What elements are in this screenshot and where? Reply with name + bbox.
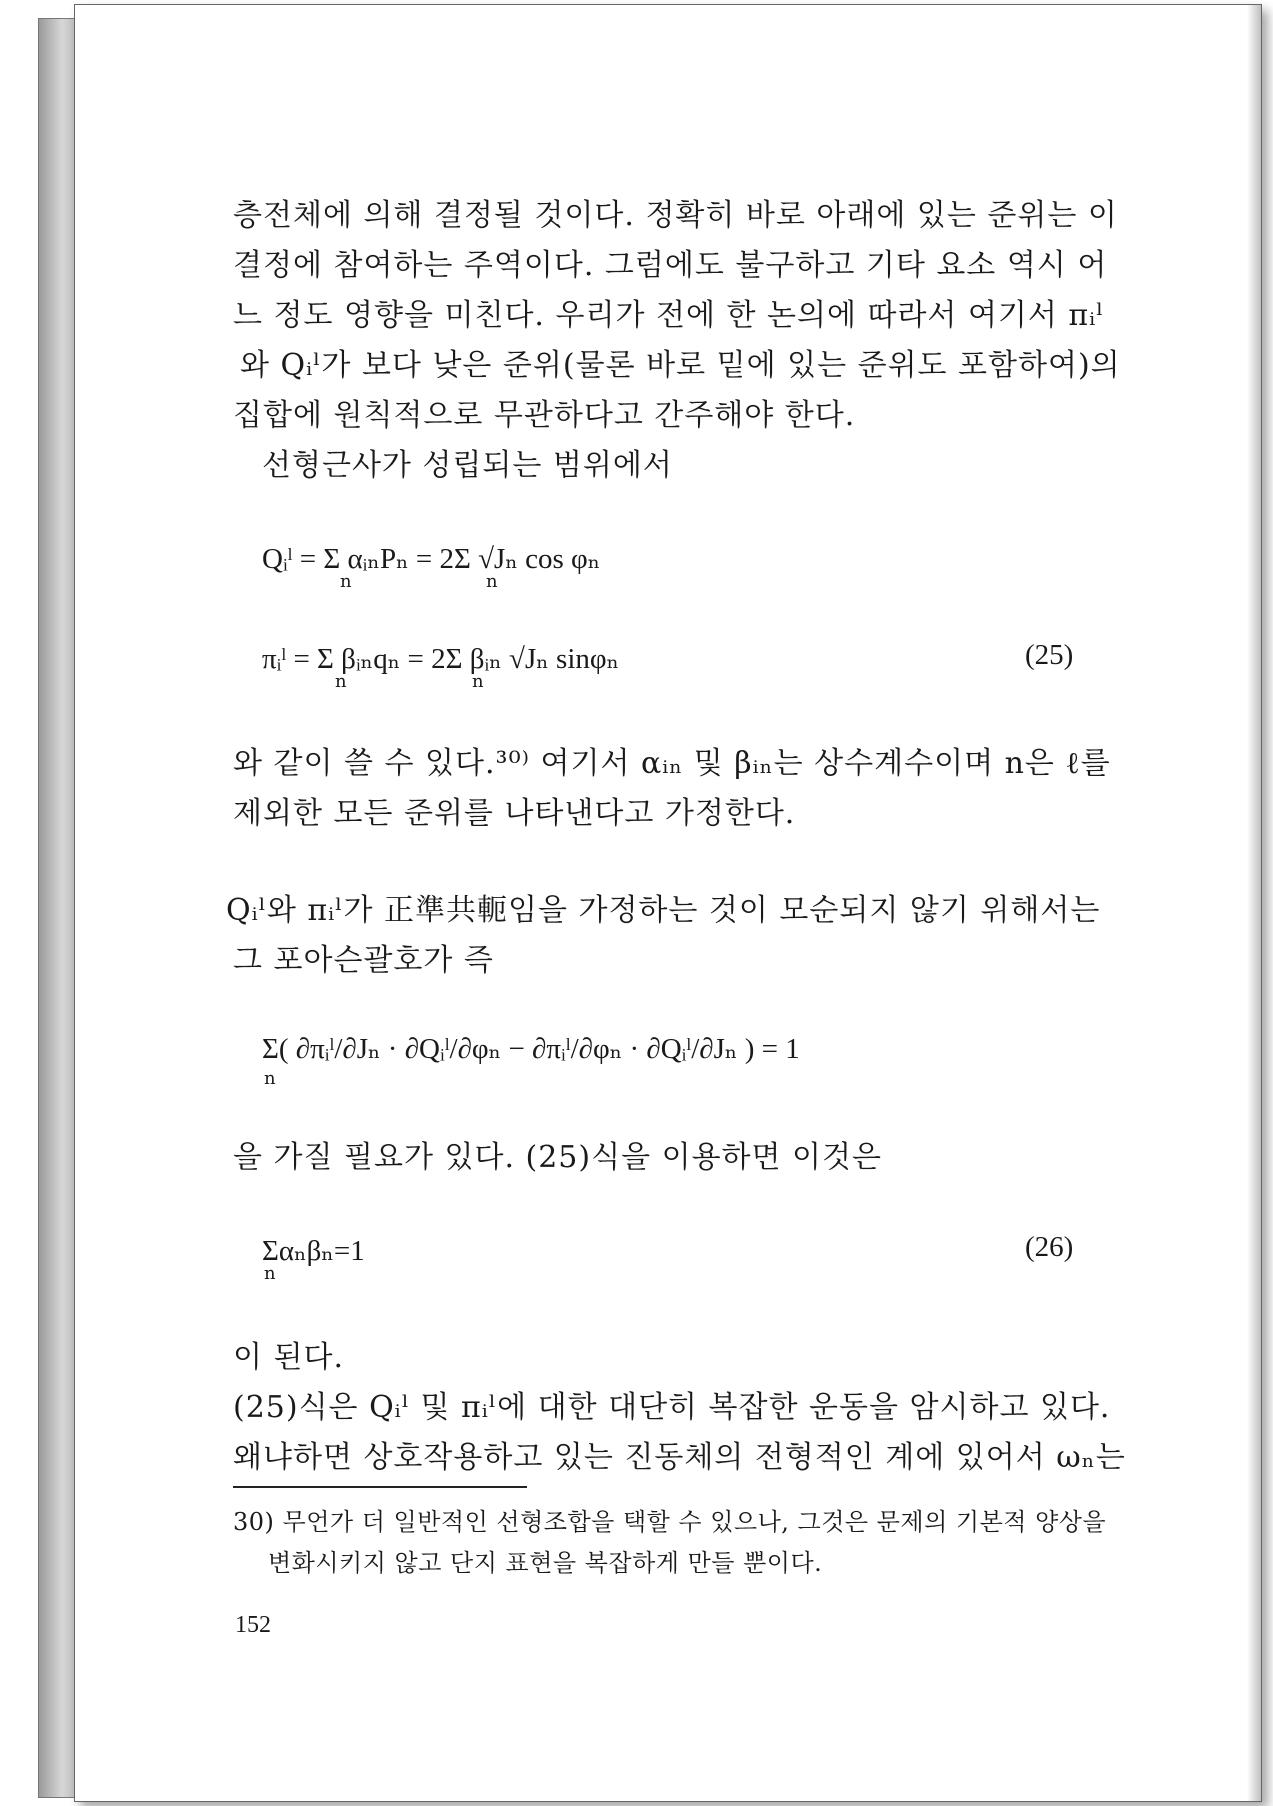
page-shadow [1247, 5, 1261, 1801]
sum-index: n [264, 1068, 276, 1089]
text-line: 느 정도 영향을 미친다. 우리가 전에 한 논의에 따라서 여기서 πᵢˡ [233, 298, 1105, 333]
sum-index: n [264, 1263, 276, 1284]
text-line: 선형근사가 성립되는 범위에서 [262, 448, 673, 483]
text-line: 그 포아슨괄호가 즉 [233, 943, 494, 978]
page-stack-edge [38, 18, 78, 1798]
text-line: 집합에 원칙적으로 무관하다고 간주해야 한다. [233, 398, 856, 433]
sum-index: n [472, 671, 484, 692]
equation-26: Σαₙβₙ=1 [262, 1235, 365, 1267]
text-line: 와 Qᵢˡ가 보다 낮은 준위(물론 바로 밑에 있는 준위도 포함하여)의 [240, 348, 1121, 383]
text-line: 결정에 참여하는 주역이다. 그럼에도 불구하고 기타 요소 역시 어 [233, 248, 1108, 283]
footnote-line: 변화시키지 않고 단지 표현을 복잡하게 만들 뿐이다. [268, 1549, 823, 1577]
footnote-line: 30) 무언가 더 일반적인 선형조합을 택할 수 있으나, 그것은 문제의 기본적 양상을 [233, 1508, 1107, 1536]
equation-number: (26) [1025, 1231, 1074, 1263]
text-line: 이 된다. [233, 1340, 345, 1375]
poisson-bracket-equation: Σ( ∂πᵢˡ/∂Jₙ · ∂Qᵢˡ/∂φₙ − ∂πᵢˡ/∂φₙ · ∂Qᵢˡ/∂Jₙ ) = 1 [262, 1033, 800, 1065]
equation-number: (25) [1025, 639, 1074, 671]
equation-25b: πᵢˡ = Σ βᵢₙqₙ = 2Σ βᵢₙ √Jₙ sinφₙ [262, 643, 620, 675]
text-line: 을 가질 필요가 있다. (25)식을 이용하면 이것은 [233, 1140, 882, 1175]
sum-index: n [335, 671, 347, 692]
text-line: 왜냐하면 상호작용하고 있는 진동체의 전형적인 계에 있어서 ωₙ는 [233, 1440, 1126, 1475]
text-line: Qᵢˡ와 πᵢˡ가 正準共軛임을 가정하는 것이 모순되지 않기 위해서는 [226, 893, 1101, 928]
sum-index: n [340, 571, 352, 592]
equation-25a: Qᵢˡ = Σ αᵢₙPₙ = 2Σ √Jₙ cos φₙ [262, 543, 601, 575]
text-line: (25)식은 Qᵢˡ 및 πᵢˡ에 대한 대단히 복잡한 운동을 암시하고 있다. [233, 1390, 1111, 1425]
text-line: 층전체에 의해 결정될 것이다. 정확히 바로 아래에 있는 준위는 이 [233, 198, 1118, 233]
text-line: 제외한 모든 준위를 나타낸다고 가정한다. [233, 796, 796, 831]
footnote-rule [233, 1486, 527, 1488]
text-line: 와 같이 쓸 수 있다.³⁰⁾ 여기서 αᵢₙ 및 βᵢₙ는 상수계수이며 n은 ℓ를 [233, 746, 1111, 781]
sum-index: n [486, 571, 498, 592]
page-number: 152 [235, 1612, 271, 1638]
